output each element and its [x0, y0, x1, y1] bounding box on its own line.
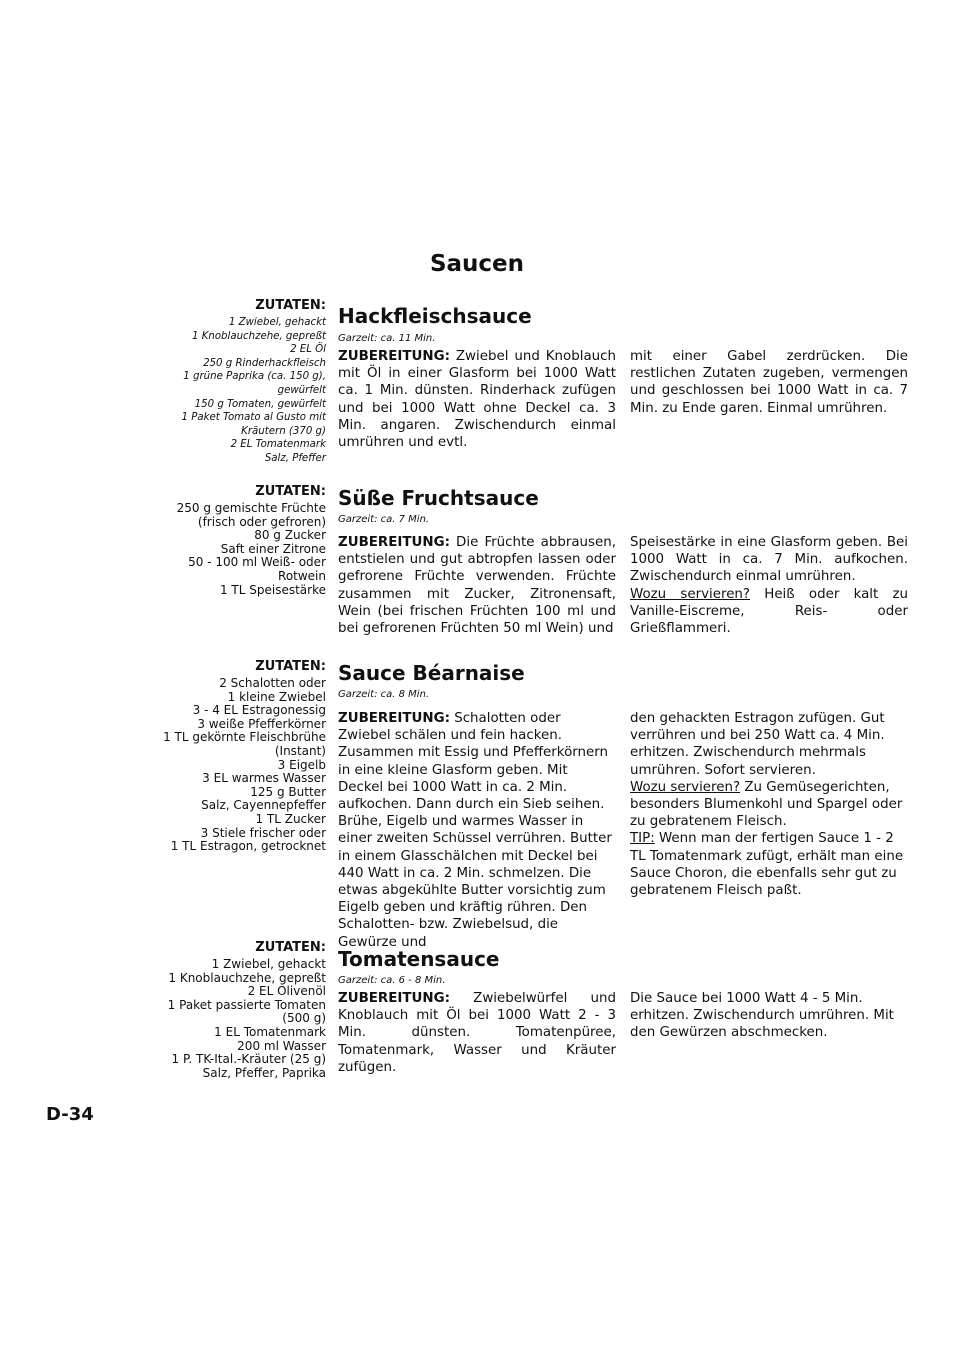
preparation-right-column	[630, 348, 908, 417]
ingredient-item: 3 weiße Pfefferkörner	[197, 716, 326, 731]
ingredient-item: 80 g Zucker	[254, 528, 326, 543]
ingredient-item: 1 EL Tomatenmark	[214, 1024, 326, 1039]
ingredient-item: (frisch oder gefroren)	[197, 514, 326, 529]
cook-time: Garzeit: ca. 6 - 8 Min.	[338, 975, 446, 986]
ingredient-item: 1 Knoblauchzehe, gepreßt	[191, 330, 326, 342]
ingredient-item: 1 TL gekörnte Fleischbrühe	[163, 730, 326, 745]
serving-text: Heiß oder kalt zu Vanille-Eiscreme, Reis- oder Grießflammeri.	[630, 586, 908, 637]
ingredients-label: ZUTATEN:	[255, 484, 326, 499]
ingredient-item: 2 Schalotten oder	[219, 676, 326, 690]
ingredient-item: 1 TL Estragon, getrocknet	[170, 839, 326, 854]
ingredients-label: ZUTATEN:	[255, 298, 326, 313]
ingredients-list	[150, 659, 326, 854]
preparation-label: ZUBEREITUNG:	[338, 991, 450, 1006]
cook-time: Garzeit: ca. 11 Min.	[338, 333, 436, 344]
ingredient-item: 1 Zwiebel, gehackt	[211, 957, 326, 971]
preparation-text: Zwiebel und Knoblauch mit Öl in einer Glasform bei 1000 Watt ca. 1 Min. dünsten. Rinderhack zufügen und bei 1000 Watt ohne Deckel ca. 3 Min. angaren. Zwischendurch einmal umrühren und evtl.	[338, 349, 616, 451]
preparation-label: ZUBEREITUNG:	[338, 711, 450, 726]
ingredients-list	[150, 484, 326, 597]
preparation-left-column	[338, 710, 616, 951]
ingredient-item: 1 grüne Paprika (ca. 150 g),	[183, 371, 326, 383]
ingredient-item: Salz, Pfeffer	[264, 452, 326, 464]
ingredient-item: 3 Eigelb	[277, 757, 326, 772]
ingredient-item: 2 EL Öl	[290, 344, 326, 356]
preparation-label: ZUBEREITUNG:	[338, 535, 450, 550]
ingredient-item: (500 g)	[282, 1011, 326, 1026]
ingredient-item: Salz, Pfeffer, Paprika	[202, 1065, 326, 1080]
preparation-text: Die Sauce bei 1000 Watt 4 - 5 Min. erhitzen. Zwischendurch umrühren. Mit den Gewürzen abschmecken.	[630, 991, 894, 1041]
page-number: D-34	[46, 1104, 94, 1125]
serving-label: Wozu servieren?	[630, 779, 741, 795]
ingredient-item: 3 - 4 EL Estragonessig	[192, 703, 326, 718]
ingredient-item: 125 g Butter	[250, 784, 326, 799]
ingredient-item: gewürfelt	[277, 384, 326, 396]
cook-time: Garzeit: ca. 8 Min.	[338, 689, 430, 700]
preparation-left-column	[338, 990, 616, 1076]
ingredient-item: Saft einer Zitrone	[220, 541, 326, 556]
preparation-text: Speisestärke in eine Glasform geben. Bei 1000 Watt in ca. 7 Min. aufkochen. Zwischendurch einmal umrühren.	[630, 535, 908, 585]
serving-text: Zu Gemüsegerichten, besonders Blumenkohl und Spargel oder zu gebratenem Fleisch.	[630, 779, 903, 830]
preparation-text: Zwiebelwürfel und Knoblauch mit Öl bei 1000 Watt 2 - 3 Min. dünsten. Tomatenpüree, Tomatenmark, Wasser und Kräuter zufügen.	[338, 991, 616, 1075]
ingredient-item: 200 ml Wasser	[237, 1038, 326, 1053]
ingredient-item: 1 TL Speisestärke	[219, 582, 326, 597]
ingredient-item: 1 Paket passierte Tomaten	[167, 997, 326, 1012]
page-title: Saucen	[429, 251, 525, 277]
preparation-right-column	[630, 990, 908, 1042]
ingredient-item: 1 Zwiebel, gehackt	[228, 317, 326, 328]
ingredient-item: 1 Knoblauchzehe, gepreßt	[168, 970, 326, 985]
ingredient-item: 3 Stiele frischer oder	[200, 825, 326, 840]
serving-label: Wozu servieren?	[630, 586, 751, 602]
cook-time: Garzeit: ca. 7 Min.	[338, 514, 430, 525]
tip-text: Wenn man der fertigen Sauce 1 - 2 TL Tomatenmark zufügt, erhält man eine Sauce Choron, die ebenfalls sehr gut zu gebratenem Fleisch paßt.	[630, 831, 904, 899]
ingredient-item: Rotwein	[278, 568, 326, 583]
preparation-right-column	[630, 710, 908, 899]
tip-label: TIP:	[630, 831, 655, 847]
preparation-text: mit einer Gabel zerdrücken. Die restlichen Zutaten zugeben, vermengen und geschlossen bei 1000 Watt in ca. 7 Min. zu Ende garen. Einmal umrühren.	[630, 349, 908, 416]
ingredients-label: ZUTATEN:	[255, 940, 326, 955]
ingredients-list	[150, 940, 326, 1080]
ingredient-item: 250 g Rinderhackfleisch	[203, 357, 326, 369]
preparation-left-column	[338, 534, 616, 637]
ingredient-item: 250 g gemischte Früchte	[176, 501, 326, 515]
recipe-title: Sauce Béarnaise	[338, 661, 525, 685]
preparation-text: Die Früchte abbrausen, entstielen und gut abtropfen lassen oder gefrorene Früchte verwenden. Früchte zusammen mit Zucker, Zitronensaft, Wein (bei frischen Früchten 100 ml und bei gefrorenen Früchten 50 ml Wein) und	[338, 535, 616, 637]
recipe-title: Tomatensauce	[338, 947, 500, 971]
preparation-label: ZUBEREITUNG:	[338, 349, 450, 364]
ingredient-item: 1 P. TK-Ital.-Kräuter (25 g)	[171, 1052, 326, 1067]
ingredient-item: (Instant)	[274, 743, 326, 758]
ingredient-item: 50 - 100 ml Weiß- oder	[188, 555, 326, 570]
ingredient-item: Kräutern (370 g)	[241, 425, 326, 437]
ingredient-item: 1 TL Zucker	[255, 811, 326, 826]
preparation-right-column	[630, 534, 908, 637]
ingredient-item: 3 EL warmes Wasser	[202, 771, 326, 786]
ingredients-list	[150, 298, 326, 466]
preparation-text: den gehackten Estragon zufügen. Gut verrühren und bei 250 Watt ca. 4 Min. erhitzen. Zwischendurch mehrmals umrühren. Sofort servieren.	[630, 711, 885, 778]
ingredient-item: 150 g Tomaten, gewürfelt	[194, 398, 326, 410]
recipe-title: Hackfleischsauce	[338, 304, 532, 328]
ingredients-label: ZUTATEN:	[255, 659, 326, 674]
ingredient-item: 1 kleine Zwiebel	[227, 689, 326, 704]
preparation-left-column	[338, 348, 616, 451]
preparation-text: Schalotten oder Zwiebel schälen und fein hacken. Zusammen mit Essig und Pfefferkörnern in eine kleine Glasform geben. Mit Deckel bei 1000 Watt in ca. 2 Min. aufkochen. Dann durch ein Sieb seihen. Brühe, Eigelb und warmes Wasser in einer zweiten Schüssel verrühren. Butter in einem Glasschälchen mit Deckel bei 440 Watt in ca. 2 Min. schmelzen. Die etwas abgekühlte Butter vorsichtig zum Eigelb geben und kräftig rühren. Den Schalotten- bzw. Zwiebelsud, die Gewürze und	[338, 711, 612, 950]
recipe-title: Süße Fruchtsauce	[338, 486, 539, 510]
ingredient-item: 2 EL Tomatenmark	[230, 439, 326, 451]
ingredient-item: Salz, Cayennepfeffer	[201, 798, 326, 813]
ingredient-item: 1 Paket Tomato al Gusto mit	[181, 412, 326, 424]
ingredient-item: 2 EL Olivenöl	[247, 984, 326, 999]
